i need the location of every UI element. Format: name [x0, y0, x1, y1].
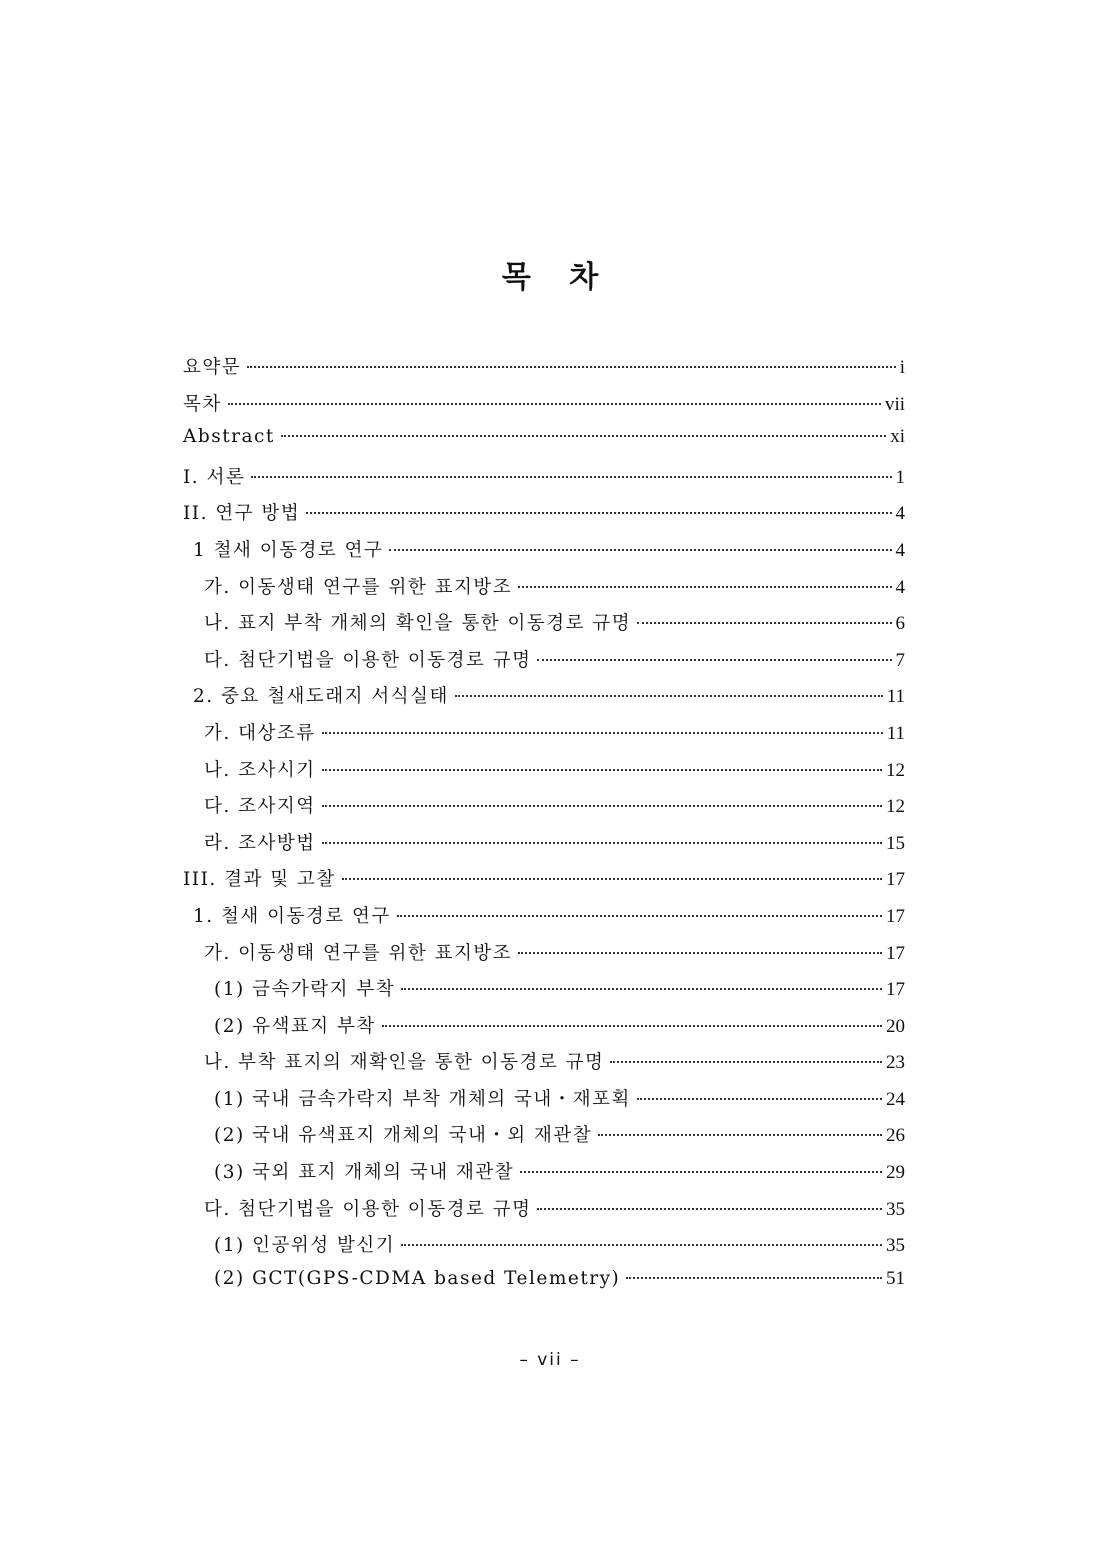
table-of-contents [183, 353, 905, 1304]
toc-entry-title: 나. 부착 표지의 재확인을 통한 이동경로 규명 [204, 1052, 605, 1074]
dot-leader [306, 512, 891, 514]
toc-entry [183, 756, 905, 793]
dot-leader [281, 435, 886, 437]
toc-entry-title: 가. 대상조류 [204, 722, 316, 744]
dot-leader [322, 732, 883, 734]
toc-entry-page-number: 4 [895, 576, 905, 598]
toc-entry [183, 902, 905, 939]
toc-entry-page-number: 20 [886, 1015, 905, 1037]
toc-entry [183, 719, 905, 756]
toc-entry [183, 975, 905, 1012]
toc-entry [183, 646, 905, 683]
dot-leader [455, 695, 883, 697]
toc-entry-title: (3) 국외 표지 개체의 국내 재관찰 [214, 1162, 515, 1184]
toc-entry-page-number: 11 [886, 722, 905, 744]
toc-entry-page-number: i [899, 357, 905, 378]
dot-leader [537, 659, 891, 661]
toc-entry-title: 나. 표지 부착 개체의 확인을 통한 이동경로 규명 [204, 613, 632, 635]
toc-entry-title: 목차 [183, 393, 222, 415]
toc-entry [183, 1048, 905, 1085]
toc-entry-title: 나. 조사시기 [204, 759, 316, 781]
dot-leader [322, 769, 882, 771]
dot-leader [397, 915, 882, 917]
dot-leader [322, 805, 882, 807]
toc-entry [183, 1268, 905, 1305]
toc-entry-title: 다. 첨단기법을 이용한 이동경로 규명 [204, 1198, 532, 1220]
dot-leader [598, 1134, 882, 1136]
toc-entry-title: (2) 국내 유색표지 개체의 국내・외 재관찰 [214, 1125, 593, 1147]
toc-entry-page-number: 17 [886, 979, 905, 1001]
toc-entry-page-number: 17 [886, 942, 905, 964]
dot-leader [610, 1061, 882, 1063]
toc-entry-title: Abstract [183, 426, 275, 448]
toc-entry [183, 1195, 905, 1232]
dot-leader [637, 1098, 882, 1100]
toc-entry-page-number: 4 [895, 539, 905, 561]
toc-entry-title: III. 결과 및 고찰 [183, 869, 336, 891]
toc-entry [183, 536, 905, 573]
toc-entry-title: 가. 이동생태 연구를 위한 표지방조 [204, 576, 513, 598]
dot-leader [322, 842, 882, 844]
toc-entry-title: (1) 인공위성 발신기 [214, 1235, 396, 1257]
toc-entry-page-number: 17 [886, 905, 905, 927]
dot-leader [228, 403, 881, 405]
toc-entry-page-number: 35 [886, 1235, 905, 1257]
toc-entry-page-number: 17 [886, 869, 905, 891]
dot-leader [247, 366, 896, 368]
dot-leader [401, 988, 882, 990]
toc-entry [183, 865, 905, 902]
toc-entry-page-number: 29 [886, 1162, 905, 1184]
toc-entry [183, 1158, 905, 1195]
toc-entry-page-number: 12 [886, 759, 905, 781]
toc-entry [183, 353, 905, 390]
toc-entry-title: 1. 철새 이동경로 연구 [193, 905, 391, 927]
toc-entry-title: (2) 유색표지 부착 [214, 1015, 376, 1037]
toc-entry-title: II. 연구 방법 [183, 503, 301, 525]
toc-entry-title: 다. 첨단기법을 이용한 이동경로 규명 [204, 649, 532, 671]
dot-leader [382, 1025, 882, 1027]
dot-leader [637, 622, 891, 624]
toc-entry [183, 499, 905, 536]
toc-entry-title: 다. 조사지역 [204, 796, 316, 818]
toc-entry-page-number: 4 [895, 503, 905, 525]
toc-entry-page-number: 6 [895, 613, 905, 635]
toc-entry [183, 682, 905, 719]
toc-entry-page-number: 11 [886, 686, 905, 708]
toc-entry-page-number: 35 [886, 1198, 905, 1220]
toc-entry [183, 609, 905, 646]
dot-leader [389, 549, 891, 551]
toc-entry-page-number: 23 [886, 1052, 905, 1074]
page-title: 목 차 [501, 260, 613, 295]
dot-leader [342, 878, 882, 880]
dot-leader [251, 476, 891, 478]
toc-entry [183, 1231, 905, 1268]
toc-entry [183, 939, 905, 976]
toc-entry [183, 792, 905, 829]
toc-entry [183, 829, 905, 866]
toc-entry-title: 1 철새 이동경로 연구 [193, 539, 384, 561]
toc-entry-title: 라. 조사방법 [204, 832, 316, 854]
toc-entry [183, 463, 905, 500]
toc-entry-page-number: vii [884, 393, 905, 415]
toc-entry-page-number: 12 [886, 796, 905, 818]
toc-entry-page-number: xi [890, 426, 905, 448]
toc-entry-page-number: 24 [886, 1088, 905, 1110]
toc-entry [183, 426, 905, 463]
toc-entry [183, 1085, 905, 1122]
toc-entry-title: (2) GCT(GPS-CDMA based Telemetry) [214, 1267, 621, 1289]
toc-entry-title: (1) 금속가락지 부착 [214, 979, 396, 1001]
toc-entry-page-number: 1 [895, 466, 905, 488]
toc-entry [183, 573, 905, 610]
dot-leader [537, 1208, 882, 1210]
toc-entry-title: 가. 이동생태 연구를 위한 표지방조 [204, 942, 513, 964]
toc-entry [183, 390, 905, 427]
dot-leader [518, 952, 882, 954]
toc-entry-page-number: 26 [886, 1125, 905, 1147]
toc-entry-page-number: 15 [886, 832, 905, 854]
toc-entry [183, 1012, 905, 1049]
toc-entry-title: I. 서론 [183, 466, 246, 488]
dot-leader [520, 1171, 882, 1173]
page-number-footer: – vii – [519, 1350, 581, 1370]
toc-entry-page-number: 51 [886, 1267, 905, 1289]
dot-leader [626, 1277, 882, 1279]
toc-entry-title: (1) 국내 금속가락지 부착 개체의 국내・재포획 [214, 1088, 631, 1110]
toc-entry-title: 2. 중요 철새도래지 서식실태 [193, 686, 449, 708]
toc-entry-title: 요약문 [183, 357, 242, 378]
dot-leader [518, 586, 891, 588]
dot-leader [401, 1244, 882, 1246]
toc-entry-page-number: 7 [895, 649, 905, 671]
toc-entry [183, 1121, 905, 1158]
